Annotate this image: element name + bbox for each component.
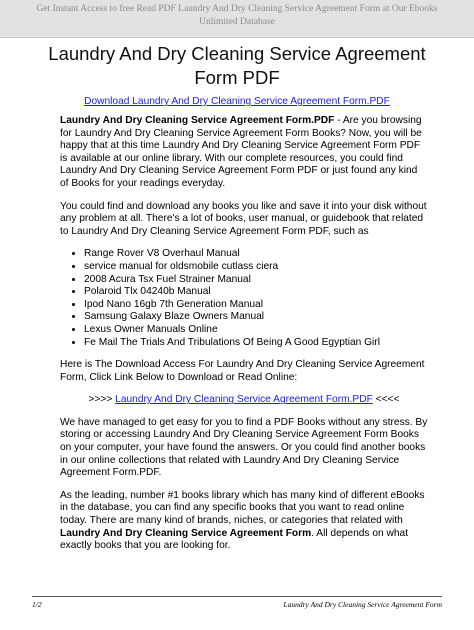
para5-tail: . All depends on what exactly books that you are looking for. xyxy=(60,527,409,552)
download-link[interactable]: Download Laundry And Dry Cleaning Service Agreement Form.PDF xyxy=(84,96,390,107)
access-prefix: >>>> xyxy=(88,394,116,406)
access-suffix: <<<< xyxy=(372,394,400,406)
paragraph-3: Here is The Download Access For Laundry And Dry Cleaning Service Agreement Form, Click Link Below to Download or Read Online: xyxy=(60,359,425,383)
intro-paragraph xyxy=(60,115,428,191)
footer-title: Laundry And Dry Cleaning Service Agreement Form xyxy=(283,600,442,609)
para5-bold: Laundry And Dry Cleaning Service Agreement Form xyxy=(60,527,312,539)
related-books-list xyxy=(60,248,428,349)
paragraph-5 xyxy=(60,490,428,553)
intro-text: - Are you browsing for Laundry And Dry Cleaning Service Agreement Form Books? Now, you will be happy that at this time Laundry And Dry Cleaning Service Agreement Form PDF is available at our online library. With our complete resources, you could find Laundry And Dry Cleaning Service Agreement Form PDF or just found any kind of Books for your readings everyday. xyxy=(60,115,422,189)
list-item: • 2008 Acura Tsx Fuel Strainer Manual xyxy=(84,274,428,287)
promo-banner: Get Instant Access to free Read PDF Laundry And Dry Cleaning Service Agreement Form at Our Ebooks Unlimited Database xyxy=(0,0,474,38)
download-link-row xyxy=(0,95,474,108)
list-item: • Ipod Nano 16gb 7th Generation Manual xyxy=(84,299,428,312)
page-title: Laundry And Dry Cleaning Service Agreement Form PDF xyxy=(48,43,426,88)
paragraph-4: We have managed to get easy for you to find a PDF Books without any stress. By storing or accessing Laundry And Dry Cleaning Service Agreement Form Books on your computer, your have found the answers. Or you could find another books in our online collections that related with Laundry And Dry Cleaning Service Agreement Form.PDF. xyxy=(60,416,428,479)
footer-divider xyxy=(32,596,442,597)
intro-bold: Laundry And Dry Cleaning Service Agreement Form.PDF xyxy=(60,115,335,126)
list-item: • Lexus Owner Manuals Online xyxy=(84,324,428,337)
paragraph-2: You could find and download any books you like and save it into your disk without any problem at all. There's a lot of books, user manual, or guidebook that related to Laundry And Dry Cleaning Service Agreement Form PDF, such as xyxy=(60,200,427,237)
list-item: • Samsung Galaxy Blaze Owners Manual xyxy=(84,311,428,324)
document-body xyxy=(60,115,428,563)
footer-page-number: 1/2 xyxy=(32,600,42,609)
access-link[interactable]: Laundry And Dry Cleaning Service Agreement Form.PDF xyxy=(115,394,373,406)
access-link-row xyxy=(60,394,428,407)
para5-text: As the leading, number #1 books library which has many kind of different eBooks in the database, you can find any specific books that you want to read online today. There are many kind of brands, niches, or categories that related with xyxy=(60,489,425,527)
list-item: • Range Rover V8 Overhaul Manual xyxy=(84,248,428,261)
list-item: • Fe Mail The Trials And Tribulations Of Being A Good Egyptian Girl xyxy=(84,337,428,350)
list-item: • Polaroid Tlx 04240b Manual xyxy=(84,286,428,299)
list-item: • service manual for oldsmobile cutlass ciera xyxy=(84,261,428,274)
